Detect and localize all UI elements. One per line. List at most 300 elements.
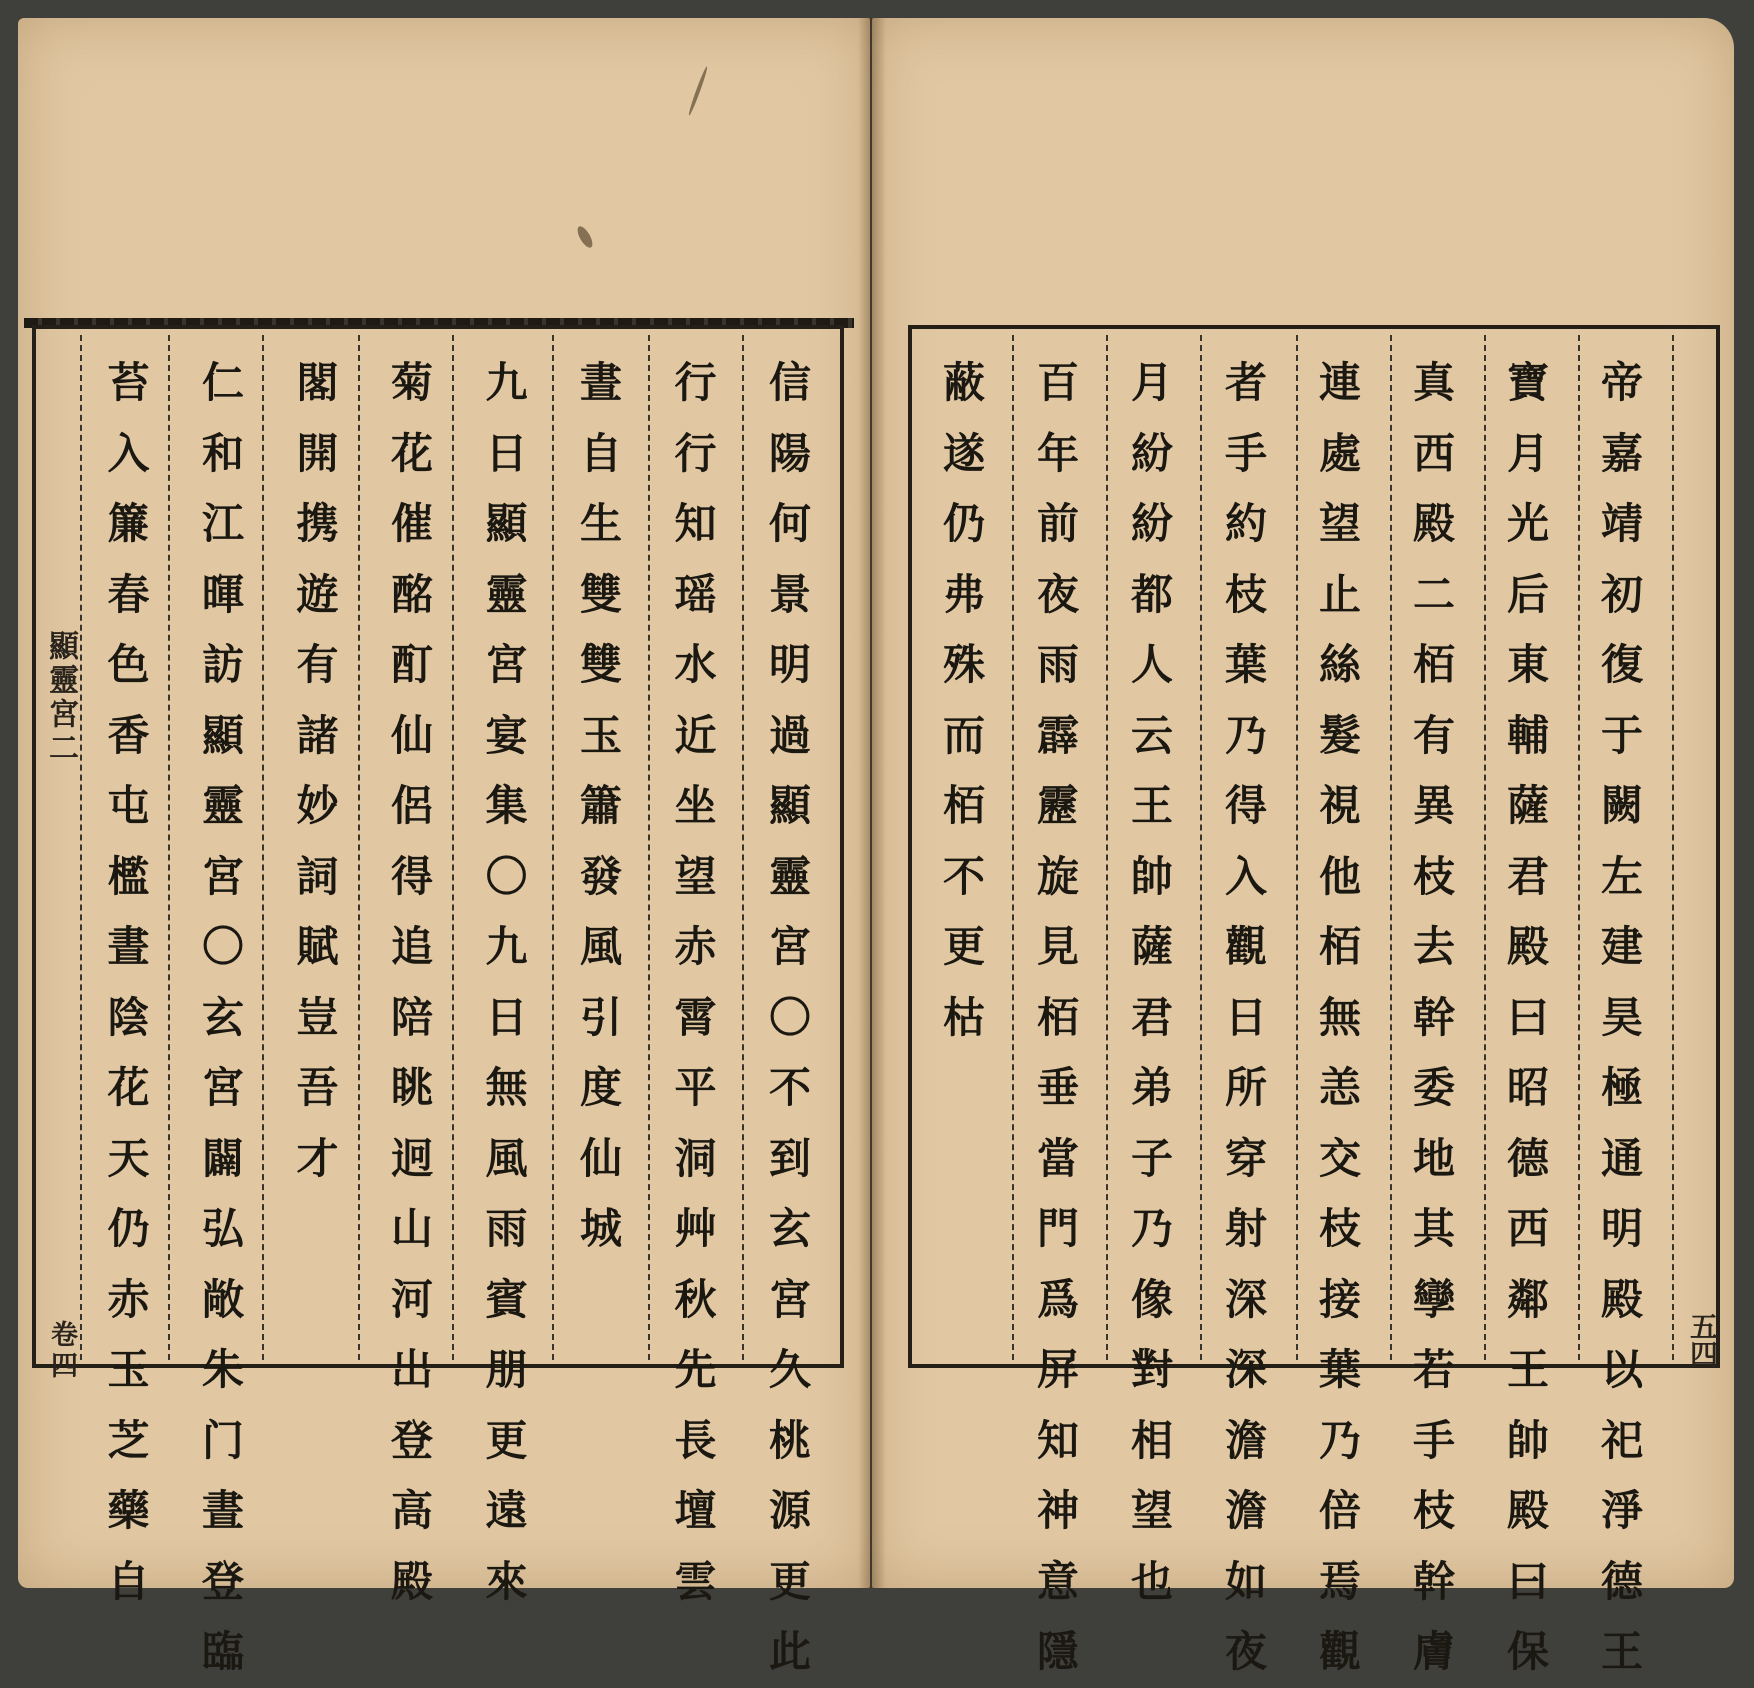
column-rule — [1106, 335, 1108, 1360]
glyph: 連 — [1318, 358, 1361, 407]
glyph: 花 — [390, 428, 433, 478]
glyph: 吾 — [296, 1063, 339, 1112]
glyph: 藥 — [107, 1486, 150, 1535]
glyph: 朱 — [201, 1345, 244, 1394]
column-rule — [1672, 335, 1674, 1360]
glyph: 澹 — [1224, 1415, 1267, 1465]
glyph: 如 — [1224, 1556, 1267, 1606]
text-column — [936, 348, 992, 1053]
folio-number: 五四 — [1686, 1312, 1719, 1368]
glyph: 苔 — [107, 358, 150, 407]
glyph: 長 — [674, 1415, 717, 1465]
glyph: 宮 — [768, 1274, 811, 1324]
text-column — [668, 348, 724, 1617]
glyph: 酊 — [390, 640, 433, 689]
glyph: 雨 — [1036, 640, 1079, 689]
text-column — [1312, 348, 1368, 1688]
glyph: 幹 — [1412, 1556, 1455, 1606]
glyph: 山 — [390, 1204, 433, 1253]
glyph: 射 — [1224, 1204, 1267, 1253]
glyph: 陰 — [107, 992, 150, 1042]
glyph: 君 — [1506, 851, 1549, 901]
glyph: 寶 — [1506, 358, 1549, 407]
glyph: 曰 — [1506, 992, 1549, 1042]
glyph: 景 — [768, 569, 811, 619]
glyph: 風 — [485, 1133, 528, 1183]
glyph: 眺 — [390, 1063, 433, 1112]
glyph: 訪 — [201, 640, 244, 689]
glyph: 仙 — [390, 710, 433, 760]
glyph: 王 — [1506, 1345, 1549, 1394]
glyph: 到 — [768, 1133, 811, 1183]
glyph: 觀 — [1224, 922, 1267, 971]
glyph: 宮 — [201, 851, 244, 901]
glyph: 幹 — [1412, 992, 1455, 1042]
glyph: 葉 — [1318, 1345, 1361, 1394]
glyph: 極 — [1600, 1063, 1643, 1112]
glyph: 殿 — [1600, 1274, 1643, 1324]
glyph: 諸 — [296, 710, 339, 760]
glyph: 顯 — [768, 781, 811, 830]
glyph: 日 — [485, 992, 528, 1042]
glyph: 其 — [1412, 1204, 1455, 1253]
glyph: 君 — [1130, 992, 1173, 1042]
glyph: 望 — [674, 851, 717, 901]
glyph: 朋 — [485, 1345, 528, 1394]
glyph: 催 — [390, 499, 433, 548]
glyph: 洞 — [674, 1133, 717, 1183]
glyph: 云 — [1130, 710, 1173, 760]
glyph: 而 — [942, 710, 985, 760]
glyph: 雨 — [485, 1204, 528, 1253]
glyph: 于 — [1600, 710, 1643, 760]
glyph: 爲 — [1036, 1274, 1079, 1324]
text-column — [762, 348, 818, 1688]
glyph: 入 — [1224, 851, 1267, 901]
glyph: 弟 — [1130, 1063, 1173, 1112]
glyph: 風 — [579, 922, 622, 971]
glyph: 近 — [674, 710, 717, 760]
glyph: 復 — [1600, 640, 1643, 689]
glyph: 異 — [1412, 781, 1455, 830]
glyph: 桃 — [768, 1415, 811, 1465]
glyph: 追 — [390, 922, 433, 971]
glyph: 秋 — [674, 1274, 717, 1324]
glyph: 前 — [1036, 499, 1079, 548]
glyph: 所 — [1224, 1063, 1267, 1112]
glyph: 澹 — [1224, 1486, 1267, 1535]
glyph: 也 — [1130, 1556, 1173, 1606]
glyph: 賓 — [485, 1274, 528, 1324]
glyph: 殊 — [942, 640, 985, 689]
glyph: 賦 — [296, 922, 339, 971]
glyph: 日 — [1224, 992, 1267, 1042]
glyph: 更 — [768, 1556, 811, 1606]
glyph: 菊 — [390, 358, 433, 407]
glyph: 建 — [1600, 922, 1643, 971]
glyph: 枝 — [1412, 851, 1455, 901]
glyph: 發 — [579, 851, 622, 901]
glyph: 赤 — [674, 922, 717, 971]
glyph: 入 — [107, 428, 150, 478]
glyph: 望 — [1130, 1486, 1173, 1535]
glyph: 初 — [1600, 569, 1643, 619]
glyph: 生 — [579, 499, 622, 548]
glyph: 何 — [768, 499, 811, 548]
glyph: 枯 — [942, 992, 985, 1042]
column-rule — [1484, 335, 1486, 1360]
glyph: 紛 — [1130, 428, 1173, 478]
glyph: 德 — [1600, 1556, 1643, 1606]
glyph: 靂 — [1036, 781, 1079, 830]
glyph: 〇 — [768, 992, 811, 1042]
glyph: 殿 — [1506, 922, 1549, 971]
glyph: 豈 — [296, 992, 339, 1042]
glyph: 雙 — [579, 640, 622, 689]
glyph: 晝 — [107, 922, 150, 971]
glyph: 閣 — [296, 358, 339, 407]
glyph: 臨 — [201, 1627, 244, 1676]
glyph: 交 — [1318, 1133, 1361, 1183]
glyph: 酩 — [390, 569, 433, 619]
glyph: 晝 — [579, 358, 622, 407]
glyph: 更 — [942, 922, 985, 971]
glyph: 地 — [1412, 1133, 1455, 1183]
margin-title: 顯靈宮二 — [43, 630, 78, 766]
glyph: 深 — [1224, 1274, 1267, 1324]
glyph: 乃 — [1224, 710, 1267, 760]
glyph: 月 — [1130, 358, 1173, 407]
glyph: 后 — [1506, 569, 1549, 619]
glyph: 香 — [107, 710, 150, 760]
glyph: 子 — [1130, 1133, 1173, 1183]
glyph: 意 — [1036, 1556, 1079, 1606]
glyph: 明 — [768, 640, 811, 689]
glyph: 栢 — [1318, 922, 1361, 971]
glyph: 殿 — [390, 1556, 433, 1606]
glyph: 當 — [1036, 1133, 1079, 1183]
column-rule — [1200, 335, 1202, 1360]
glyph: 行 — [674, 428, 717, 478]
glyph: 知 — [1036, 1415, 1079, 1465]
glyph: 夜 — [1224, 1627, 1267, 1676]
glyph: 接 — [1318, 1274, 1361, 1324]
glyph: 陽 — [768, 428, 811, 478]
glyph: 蔽 — [942, 358, 985, 407]
glyph: 無 — [1318, 992, 1361, 1042]
glyph: 絲 — [1318, 640, 1361, 689]
glyph: 壇 — [674, 1486, 717, 1535]
glyph: 無 — [485, 1063, 528, 1112]
glyph: 〇 — [485, 851, 528, 901]
glyph: 玉 — [107, 1345, 150, 1394]
glyph: 望 — [1318, 499, 1361, 548]
glyph: 闢 — [201, 1133, 244, 1183]
glyph: 宮 — [201, 1063, 244, 1112]
column-rule — [742, 335, 744, 1360]
glyph: 王 — [1600, 1627, 1643, 1676]
glyph: 視 — [1318, 781, 1361, 830]
column-rule — [1296, 335, 1298, 1360]
glyph: 靈 — [768, 851, 811, 901]
column-rule — [452, 335, 454, 1360]
glyph: 膚 — [1412, 1627, 1455, 1676]
glyph: 江 — [201, 499, 244, 548]
glyph: 他 — [1318, 851, 1361, 901]
glyph: 月 — [1506, 428, 1549, 478]
glyph: 水 — [674, 640, 717, 689]
glyph: 色 — [107, 640, 150, 689]
text-column — [1500, 348, 1556, 1688]
glyph: 淨 — [1600, 1486, 1643, 1535]
glyph: 芝 — [107, 1415, 150, 1465]
glyph: 深 — [1224, 1345, 1267, 1394]
glyph: 孿 — [1412, 1274, 1455, 1324]
glyph: 靈 — [485, 569, 528, 619]
glyph: 遊 — [296, 569, 339, 619]
book-gutter — [858, 18, 886, 1588]
glyph: 不 — [942, 851, 985, 901]
glyph: 春 — [107, 569, 150, 619]
glyph: 玄 — [201, 992, 244, 1042]
glyph: 昭 — [1506, 1063, 1549, 1112]
glyph: 自 — [107, 1556, 150, 1606]
glyph: 遠 — [485, 1486, 528, 1535]
glyph: 帥 — [1506, 1415, 1549, 1465]
text-column — [1594, 348, 1650, 1688]
glyph: 门 — [201, 1415, 244, 1465]
glyph: 屯 — [107, 781, 150, 830]
glyph: 陪 — [390, 992, 433, 1042]
glyph: 九 — [485, 922, 528, 971]
glyph: 顯 — [201, 710, 244, 760]
glyph: 過 — [768, 710, 811, 760]
column-rule — [552, 335, 554, 1360]
glyph: 知 — [674, 499, 717, 548]
column-rule — [648, 335, 650, 1360]
glyph: 處 — [1318, 428, 1361, 478]
glyph: 枝 — [1224, 569, 1267, 619]
glyph: 對 — [1130, 1345, 1173, 1394]
glyph: 隱 — [1036, 1627, 1079, 1676]
glyph: 簾 — [107, 499, 150, 548]
glyph: 宮 — [768, 922, 811, 971]
glyph: 帝 — [1600, 358, 1643, 407]
text-column — [195, 348, 251, 1688]
text-column — [573, 348, 629, 1265]
glyph: 自 — [579, 428, 622, 478]
glyph: 城 — [579, 1204, 622, 1253]
text-column — [1218, 348, 1274, 1688]
glyph: 行 — [674, 358, 717, 407]
glyph: 手 — [1224, 428, 1267, 478]
glyph: 携 — [296, 499, 339, 548]
glyph: 栢 — [1412, 640, 1455, 689]
glyph: 王 — [1130, 781, 1173, 830]
glyph: 集 — [485, 781, 528, 830]
glyph: 栢 — [942, 781, 985, 830]
glyph: 仁 — [201, 358, 244, 407]
glyph: 〇 — [201, 922, 244, 971]
glyph: 屏 — [1036, 1345, 1079, 1394]
glyph: 祀 — [1600, 1415, 1643, 1465]
glyph: 霹 — [1036, 710, 1079, 760]
glyph: 嘉 — [1600, 428, 1643, 478]
glyph: 坐 — [674, 781, 717, 830]
glyph: 此 — [768, 1627, 811, 1676]
margin-volume: 卷四 — [46, 1320, 77, 1382]
glyph: 檻 — [107, 851, 150, 901]
glyph: 靈 — [201, 781, 244, 830]
glyph: 登 — [390, 1415, 433, 1465]
glyph: 穿 — [1224, 1133, 1267, 1183]
glyph: 開 — [296, 428, 339, 478]
glyph: 仍 — [107, 1204, 150, 1253]
column-rule — [1578, 335, 1580, 1360]
glyph: 倍 — [1318, 1486, 1361, 1535]
glyph: 簫 — [579, 781, 622, 830]
glyph: 度 — [579, 1063, 622, 1112]
glyph: 靖 — [1600, 499, 1643, 548]
glyph: 相 — [1130, 1415, 1173, 1465]
glyph: 約 — [1224, 499, 1267, 548]
glyph: 曰 — [1506, 1556, 1549, 1606]
glyph: 止 — [1318, 569, 1361, 619]
glyph: 西 — [1412, 428, 1455, 478]
glyph: 紛 — [1130, 499, 1173, 548]
glyph: 東 — [1506, 640, 1549, 689]
glyph: 手 — [1412, 1415, 1455, 1465]
glyph: 乃 — [1130, 1204, 1173, 1253]
glyph: 左 — [1600, 851, 1643, 901]
glyph: 先 — [674, 1345, 717, 1394]
glyph: 委 — [1412, 1063, 1455, 1112]
glyph: 瑶 — [674, 569, 717, 619]
glyph: 通 — [1600, 1133, 1643, 1183]
glyph: 暉 — [201, 569, 244, 619]
glyph: 遂 — [942, 428, 985, 478]
glyph: 宮 — [485, 640, 528, 689]
glyph: 顯 — [485, 499, 528, 548]
text-column — [1124, 348, 1180, 1617]
glyph: 葉 — [1224, 640, 1267, 689]
column-rule — [262, 335, 264, 1360]
glyph: 得 — [390, 851, 433, 901]
glyph: 有 — [1412, 710, 1455, 760]
glyph: 玉 — [579, 710, 622, 760]
glyph: 不 — [768, 1063, 811, 1112]
glyph: 雲 — [674, 1556, 717, 1606]
glyph: 去 — [1412, 922, 1455, 971]
glyph: 帥 — [1130, 851, 1173, 901]
glyph: 日 — [485, 428, 528, 478]
glyph: 艸 — [674, 1204, 717, 1253]
glyph: 霄 — [674, 992, 717, 1042]
text-column — [290, 348, 346, 1194]
glyph: 枝 — [1412, 1486, 1455, 1535]
glyph: 觀 — [1318, 1627, 1361, 1676]
glyph: 才 — [296, 1133, 339, 1183]
column-rule — [168, 335, 170, 1360]
glyph: 西 — [1506, 1204, 1549, 1253]
glyph: 天 — [107, 1133, 150, 1183]
glyph: 枝 — [1318, 1204, 1361, 1253]
glyph: 光 — [1506, 499, 1549, 548]
column-rule — [1390, 335, 1392, 1360]
text-column — [384, 348, 440, 1617]
glyph: 德 — [1506, 1133, 1549, 1183]
glyph: 弗 — [942, 569, 985, 619]
glyph: 宴 — [485, 710, 528, 760]
glyph: 詞 — [296, 851, 339, 901]
glyph: 者 — [1224, 358, 1267, 407]
glyph: 垂 — [1036, 1063, 1079, 1112]
glyph: 迥 — [390, 1133, 433, 1183]
column-rule — [80, 335, 82, 1360]
glyph: 以 — [1600, 1345, 1643, 1394]
glyph: 源 — [768, 1486, 811, 1535]
glyph: 仙 — [579, 1133, 622, 1183]
glyph: 百 — [1036, 358, 1079, 407]
glyph: 河 — [390, 1274, 433, 1324]
glyph: 花 — [107, 1063, 150, 1112]
glyph: 人 — [1130, 640, 1173, 689]
glyph: 二 — [1412, 569, 1455, 619]
glyph: 髮 — [1318, 710, 1361, 760]
glyph: 殿 — [1412, 499, 1455, 548]
glyph: 都 — [1130, 569, 1173, 619]
glyph: 見 — [1036, 922, 1079, 971]
glyph: 門 — [1036, 1204, 1079, 1253]
glyph: 若 — [1412, 1345, 1455, 1394]
glyph: 雙 — [579, 569, 622, 619]
glyph: 夜 — [1036, 569, 1079, 619]
glyph: 弘 — [201, 1204, 244, 1253]
glyph: 昊 — [1600, 992, 1643, 1042]
glyph: 久 — [768, 1345, 811, 1394]
glyph: 得 — [1224, 781, 1267, 830]
glyph: 年 — [1036, 428, 1079, 478]
glyph: 更 — [485, 1415, 528, 1465]
glyph: 赤 — [107, 1274, 150, 1324]
glyph: 恙 — [1318, 1063, 1361, 1112]
glyph: 登 — [201, 1556, 244, 1606]
glyph: 侶 — [390, 781, 433, 830]
text-column — [479, 348, 535, 1617]
column-rule — [358, 335, 360, 1360]
text-column — [1406, 348, 1462, 1688]
glyph: 引 — [579, 992, 622, 1042]
column-rule — [1012, 335, 1014, 1360]
glyph: 闕 — [1600, 781, 1643, 830]
glyph: 晝 — [201, 1486, 244, 1535]
glyph: 栢 — [1036, 992, 1079, 1042]
glyph: 像 — [1130, 1274, 1173, 1324]
glyph: 真 — [1412, 358, 1455, 407]
text-column — [1030, 348, 1086, 1688]
glyph: 輔 — [1506, 710, 1549, 760]
glyph: 敞 — [201, 1274, 244, 1324]
glyph: 薩 — [1506, 781, 1549, 830]
glyph: 妙 — [296, 781, 339, 830]
glyph: 旋 — [1036, 851, 1079, 901]
glyph: 出 — [390, 1345, 433, 1394]
glyph: 焉 — [1318, 1556, 1361, 1606]
text-column — [101, 348, 157, 1617]
glyph: 有 — [296, 640, 339, 689]
glyph: 玄 — [768, 1204, 811, 1253]
glyph: 保 — [1506, 1627, 1549, 1676]
